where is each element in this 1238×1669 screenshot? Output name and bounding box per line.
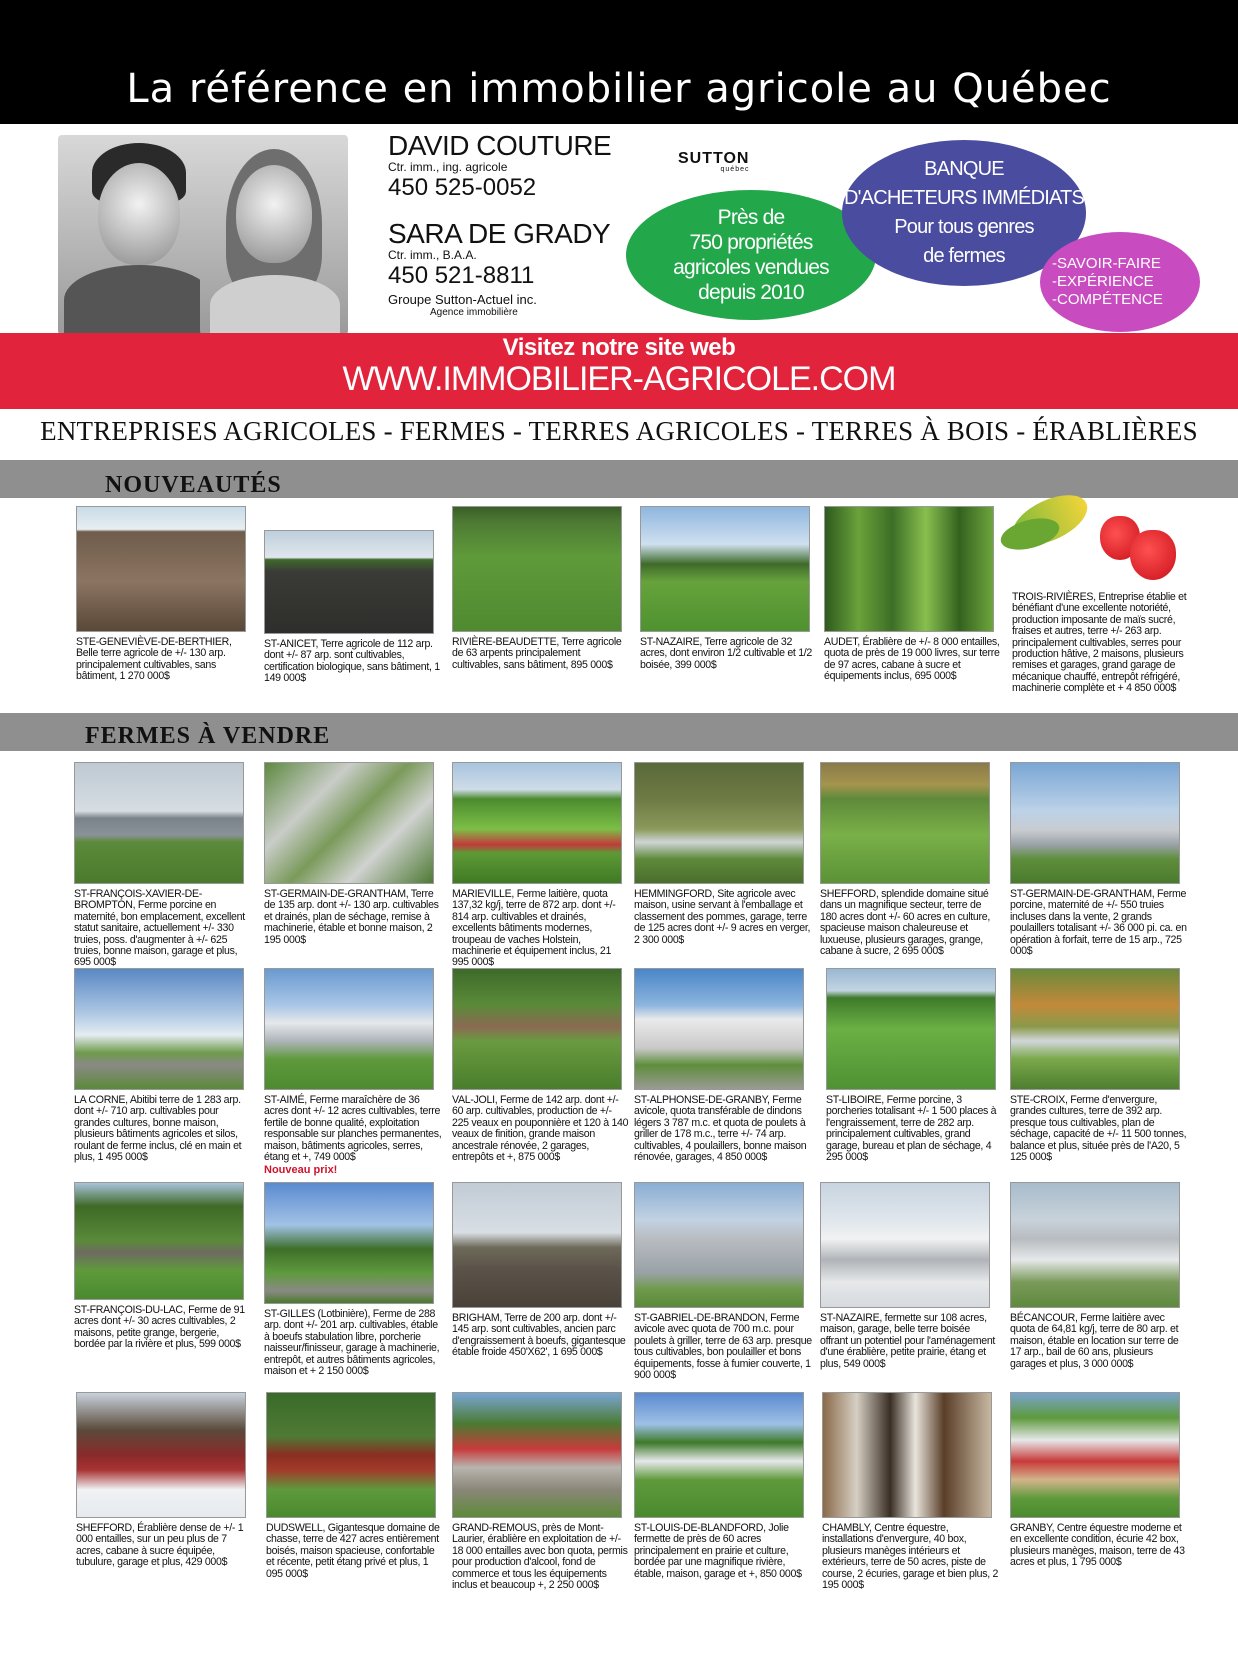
listing-description: SHEFFORD, Érablière dense de +/- 1 000 entailles, sur un peu plus de 7 acres, cabane à sucre équipée, tubulure, garage et plus, 429 000$ [76, 1522, 244, 1569]
header-bar [0, 0, 1238, 124]
farm-listing[interactable] [74, 1182, 252, 1351]
agent-credentials: Ctr. imm., ing. agricole [388, 160, 508, 174]
agency-name: Groupe Sutton-Actuel inc. [388, 292, 537, 307]
listing-photo [824, 506, 994, 632]
farm-listing[interactable] [264, 968, 442, 1176]
farm-listing[interactable] [452, 1182, 630, 1359]
skills-bubble [1040, 232, 1200, 332]
new-listing[interactable] [824, 506, 1002, 683]
listing-photo [634, 1182, 804, 1308]
listing-description: ST-LIBOIRE, Ferme porcine, 3 porcheries totalisant +/- 1 500 places à l'engraissement, terre de 282 arp. principalement cultivables, grand garage, bureau et plan de séchage, 4 295 000$ [826, 1094, 997, 1164]
sutton-logo [678, 150, 749, 173]
farm-listing[interactable] [1010, 1182, 1188, 1370]
agent-photo-david [58, 135, 218, 335]
listing-photo [76, 506, 246, 632]
listing-description: ST-GERMAIN-DE-GRANTHAM, Terre de 135 arp. dont +/- 130 arp. cultivables et drainés, plan de séchage, remise à machinerie, étable et bonne maison, 2 195 000$ [264, 888, 439, 946]
listing-description: ST-NAZAIRE, Terre agricole de 32 acres, dont environ 1/2 cultivable et 1/2 boisée, 399 000$ [640, 636, 813, 671]
website-link[interactable]: WWW.IMMOBILIER-AGRICOLE.COM [342, 360, 896, 398]
listing-photo [74, 1182, 244, 1300]
bubble-line: Pour tous genres [894, 216, 1034, 238]
listing-photo [74, 968, 244, 1090]
listing-description: CHAMBLY, Centre équestre, installations d'envergure, 40 box, plusieurs manèges intérieurs et extérieurs, terre de 50 acres, piste de course, 2 écuries, garage et bien plus, 2 195 000$ [822, 1522, 999, 1592]
listing-description: BÉCANCOUR, Ferme laitière avec quota de 64,81 kg/j, terre de 80 arp. et maison, étable en location sur terre de 17 arp., bail de 60 ans, plusieurs garages et plus, 3 000 000$ [1010, 1312, 1179, 1370]
listing-photo [452, 762, 622, 884]
farm-listing[interactable] [820, 762, 998, 957]
section-bar-farms [0, 713, 1238, 751]
agent-sara [388, 218, 610, 290]
new-listing[interactable] [264, 530, 442, 685]
bubble-line: -SAVOIR-FAIRE [1052, 255, 1161, 272]
agent-credentials: Ctr. imm., B.A.A. [388, 248, 477, 262]
listing-photo [264, 968, 434, 1090]
categories-line: ENTREPRISES AGRICOLES - FERMES - TERRES AGRICOLES - TERRES À BOIS - ÉRABLIÈRES [40, 416, 1198, 446]
logo-brand: SUTTON [678, 150, 750, 167]
listing-description: AUDET, Érablière de +/- 8 000 entailles, quota de près de 19 000 livres, sur terre de 97 acres, cabane à sucre et équipements inclus, 695 000$ [824, 636, 1000, 683]
farm-listing[interactable] [1010, 1392, 1188, 1569]
listing-description: ST-AIMÉ, Ferme maraîchère de 36 acres dont +/- 12 acres cultivables, terre fertile de bonne qualité, exploitation responsable sur planches permanentes, maison, bâtiments agricoles, serres, étang et +, 749 000$ [264, 1094, 442, 1164]
website-banner [0, 333, 1238, 409]
farm-listing[interactable] [264, 762, 442, 946]
farm-listing[interactable] [634, 968, 812, 1163]
listing-photo [74, 762, 244, 884]
listing-photo [822, 1392, 992, 1518]
listing-description: ST-ALPHONSE-DE-GRANBY, Ferme avicole, quota transférable de dindons légers 3 787 m.c. et quota de poulets à griller de 178 m.c., terre +/- 74 arp. cultivables, 4 poulaillers, bonne maison rénovée, garages, 4 850 000$ [634, 1094, 807, 1164]
listing-photo [264, 1182, 434, 1304]
new-listing[interactable] [452, 506, 630, 671]
listing-photo [1010, 1392, 1180, 1518]
listing-description: MARIEVILLE, Ferme laitière, quota 137,32 kg/j, terre de 872 arp. dont +/- 814 arp. cultivables et drainés, excellents bâtiments modernes, troupeau de vaches Holstein, machinerie et équipement inclus, 21 995 000$ [452, 888, 616, 969]
listing-description: ST-GILLES (Lotbinière), Ferme de 288 arp. dont +/- 201 arp. cultivables, étable à boeufs stabulation libre, porcherie naisseur/finisseur, garage à machinerie, entrepôt, et autres bâtiments agricoles, maison et + 2 150 000$ [264, 1308, 440, 1378]
listing-photo [1010, 762, 1180, 884]
listing-description: ST-NAZAIRE, fermette sur 108 acres, maison, garage, belle terre boisée offrant un potentiel pour l'aménagement d'une érablière, petite prairie, étang et plus, 549 000$ [820, 1312, 996, 1370]
listing-photo [640, 506, 810, 632]
listing-description: STE-CROIX, Ferme d'envergure, grandes cultures, terre de 392 arp. presque tous cultivables, plan de séchage, capacité de +/- 11 500 tonnes, balance et plus, située près de l'A20, 5 125 000$ [1010, 1094, 1187, 1164]
bubble-line: agricoles vendues [673, 256, 829, 279]
farm-listing[interactable] [452, 1392, 630, 1591]
new-listing[interactable] [640, 506, 818, 671]
farm-listing[interactable] [266, 1392, 444, 1580]
strawberry-icon [1130, 530, 1176, 580]
agent-photo-sara [200, 135, 348, 335]
listing-photo [1010, 968, 1180, 1090]
bubble-line: depuis 2010 [698, 281, 804, 304]
listing-description: ST-FRANÇOIS-DU-LAC, Ferme de 91 acres dont +/- 30 acres cultivables, 2 maisons, petite grange, bergerie, bordée par la rivière et plus, 599 000$ [74, 1304, 245, 1351]
listing-photo [264, 530, 434, 634]
listing-photo [76, 1392, 246, 1518]
listing-photo [634, 762, 804, 884]
farm-listing[interactable] [634, 1392, 812, 1580]
farm-listing[interactable] [826, 968, 1004, 1163]
agent-phone: 450 525-0052 [388, 174, 537, 201]
listing-description: ST-ANICET, Terre agricole de 112 arp. dont +/- 87 arp. sont cultivables, certification biologique, sans bâtiment, 1 149 000$ [264, 638, 440, 685]
new-price-badge: Nouveau prix! [264, 1164, 338, 1177]
listing-description: ST-GERMAIN-DE-GRANTHAM, Ferme porcine, maternité de +/- 550 truies incluses dans la vente, 2 grands poulaillers totalisant +/- 36 000 pi. ca. en opération à forfait, terre de 15 arp., 725 000$ [1010, 888, 1187, 958]
listing-description: TROIS-RIVIÈRES, Entreprise établie et bénéfiant d'une excellente notoriété, production imposante de maïs sucré, fraises et autres, terre +/- 263 arp. principalement cultivables, serres pour production hâtive, 2 maisons, plusieurs remises et garages, grand garage de mécanique chauffé, entrepôt réfrigéré, machinerie complète et + 4 850 000$ [1012, 591, 1187, 695]
listing-photo [266, 1392, 436, 1518]
section-bar-new [0, 460, 1238, 498]
farm-listing[interactable] [820, 1182, 998, 1370]
farm-listing[interactable] [264, 1182, 442, 1377]
listing-photo [452, 1392, 622, 1518]
agency-type: Agence immobilière [430, 307, 518, 318]
bubble-line: 750 propriétés [689, 231, 813, 254]
listing-description: VAL-JOLI, Ferme de 142 arp. dont +/- 60 arp. cultivables, production de +/- 225 veaux en pouponnière et 120 à 140 veaux de finition, grande maison ancestrale rénovée, 2 garages, entrepôts et +, 875 000$ [452, 1094, 629, 1164]
listing-description: LA CORNE, Abitibi terre de 1 283 arp. dont +/- 710 arp. cultivables pour grandes cultures, bonne maison, plusieurs bâtiments agricoles et silos, roulant de ferme inclus, clé en main et plus, 1 495 000$ [74, 1094, 242, 1164]
listing-description: RIVIÈRE-BEAUDETTE, Terre agricole de 63 arpents principalement cultivables, sans bâtiment, 895 000$ [452, 636, 622, 671]
agent-name: SARA DE GRADY [388, 218, 611, 249]
agency [388, 292, 537, 318]
website-invite: Visitez notre site web [502, 334, 736, 361]
listing-photo [452, 968, 622, 1090]
bubble-line: -COMPÉTENCE [1052, 291, 1163, 308]
farm-listing[interactable] [74, 762, 252, 969]
listing-description: GRAND-REMOUS, près de Mont-Laurier, érablière en exploitation de +/- 18 000 entailles avec bon quota, permis pour production d'alcool, fond de commerce et tous les équipements inclus et beaucoup +, 2 250 000$ [452, 1522, 628, 1592]
farm-listing[interactable] [452, 968, 630, 1163]
page-title: La référence en immobilier agricole au Québec [126, 66, 1112, 112]
bubble-line: BANQUE [924, 158, 1004, 180]
listing-photo [264, 762, 434, 884]
listing-photo [634, 1392, 804, 1518]
farm-listing[interactable] [1010, 968, 1188, 1163]
new-listing[interactable] [1012, 592, 1192, 695]
listing-description: HEMMINGFORD, Site agricole avec maison, usine servant à l'emballage et classement des pommes, garage, terre de 125 acres dont +/- 9 acres en verger, 2 300 000$ [634, 888, 811, 946]
listing-description: SHEFFORD, splendide domaine situé dans un magnifique secteur, terre de 180 acres dont +/- 60 acres en culture, spacieuse maison chaleureuse et luxueuse, plusieurs garages, grange, cabane à sucre, 2 695 000$ [820, 888, 990, 958]
farm-listing[interactable] [76, 1392, 254, 1569]
logo-region: québec [720, 166, 750, 173]
listing-description: DUDSWELL, Gigantesque domaine de chasse, terre de 427 acres entièrement boisés, maison spacieuse, confortable et récente, petit étang privé et plus, 1 095 000$ [266, 1522, 440, 1580]
bubble-line: -EXPÉRIENCE [1052, 273, 1154, 290]
section-title-new: NOUVEAUTÉS [105, 472, 282, 498]
bubble-line: Près de [717, 206, 785, 229]
listing-description: BRIGHAM, Terre de 200 arp. dont +/- 145 arp. sont cultivables, ancien parc d'engraissement à boeufs, gigantesque étable froide 450'X62', 1 695 000$ [452, 1312, 626, 1359]
farm-listing[interactable] [1010, 762, 1188, 957]
listing-description: ST-FRANÇOIS-XAVIER-DE-BROMPTON, Ferme porcine en maternité, bon emplacement, excellent statut sanitaire, actuellement +/- 330 truies, poss. d'augmenter à +/- 625 truies, bonne maison, garage et plus, 695 000$ [74, 888, 245, 969]
farm-listing[interactable] [634, 1182, 812, 1381]
farm-listing[interactable] [452, 762, 630, 969]
listing-photo [634, 968, 804, 1090]
agent-david [388, 130, 611, 202]
listing-description: ST-GABRIEL-DE-BRANDON, Ferme avicole avec quota de 700 m.c. pour poulets à griller, terre de 63 arp. presque tous cultivables, bon poulailler et bons équipements, fosse à fumier couverte, 1 900 000$ [634, 1312, 812, 1382]
agent-phone: 450 521-8811 [388, 262, 535, 289]
new-listing[interactable] [76, 506, 254, 683]
bubble-line: D'ACHETEURS IMMÉDIATS [844, 187, 1084, 209]
listing-photo [820, 1182, 990, 1308]
listing-photo [452, 506, 622, 632]
bubble-line: de fermes [923, 245, 1005, 267]
listing-photo [820, 762, 990, 884]
listing-description: GRANBY, Centre équestre moderne et en excellente condition, écurie 42 box, plusieurs manèges, maison, terre de 43 acres et plus, 1 795 000$ [1010, 1522, 1185, 1569]
listing-photo [452, 1182, 622, 1308]
sold-count-bubble [626, 190, 876, 320]
agent-name: DAVID COUTURE [388, 130, 612, 161]
farm-listing[interactable] [822, 1392, 1000, 1591]
listing-photo [826, 968, 996, 1090]
leaf-icon [997, 513, 1062, 556]
listing-photo [1010, 1182, 1180, 1308]
listing-description: ST-LOUIS-DE-BLANDFORD, Jolie fermette de près de 60 acres principalement en prairie et culture, bordée par une magnifique rivière, étable, maison, garage et +, 850 000$ [634, 1522, 802, 1580]
farm-listing[interactable] [634, 762, 812, 946]
listing-description: STE-GENEVIÈVE-DE-BERTHIER, Belle terre agricole de +/- 130 arp. principalement cultivables, sans bâtiment, 1 270 000$ [76, 636, 232, 683]
section-title-farms: FERMES À VENDRE [85, 723, 331, 749]
farm-listing[interactable] [74, 968, 252, 1163]
